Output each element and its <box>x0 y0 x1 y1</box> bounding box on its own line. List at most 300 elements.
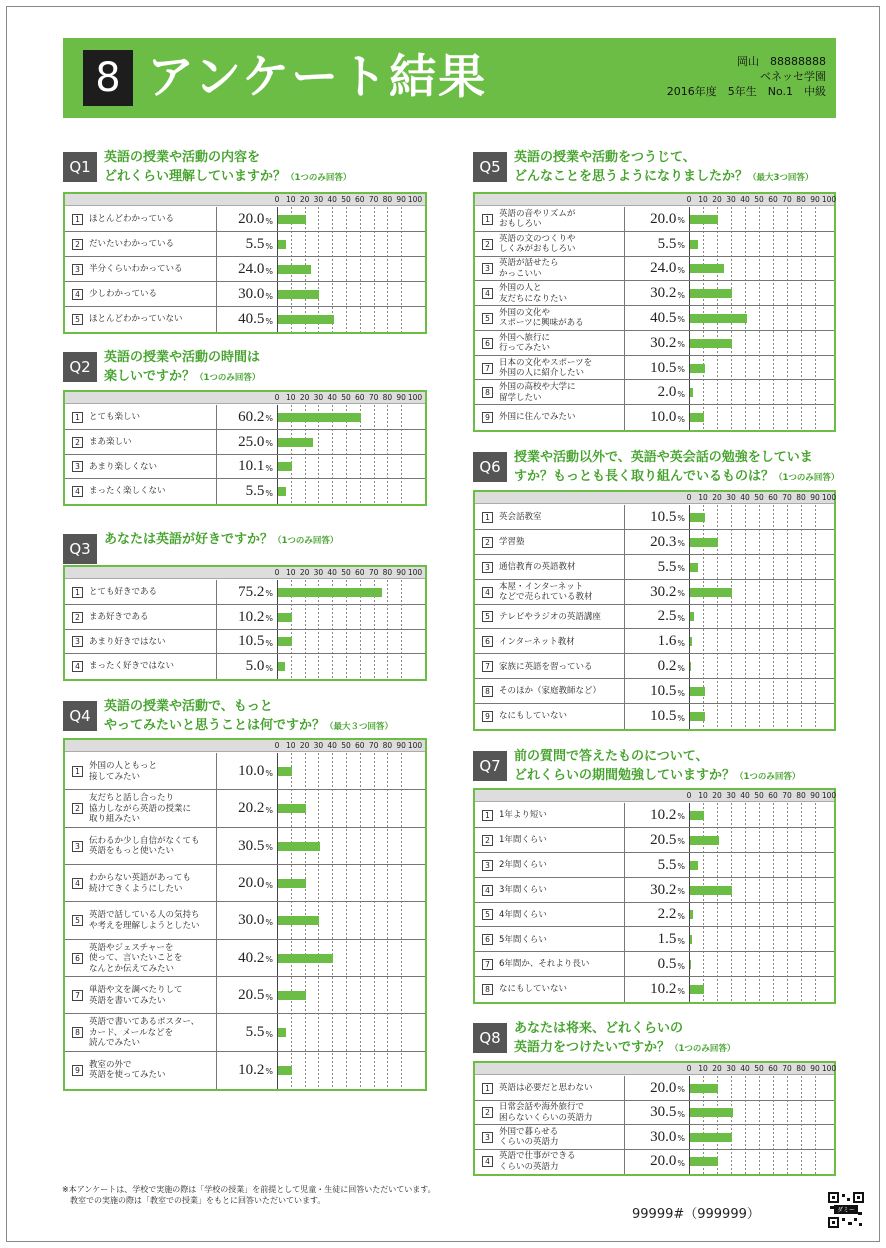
answer-value-unit: % <box>677 613 685 623</box>
axis-tick-label: 80 <box>796 195 806 204</box>
axis-tick-label: 60 <box>768 195 778 204</box>
axis-tick-label: 20 <box>712 195 722 204</box>
answer-value-unit: % <box>265 589 273 599</box>
axis-tick-label: 20 <box>299 393 310 402</box>
choice-number: 1 <box>72 214 83 225</box>
answer-value <box>625 878 685 903</box>
answer-value-unit: % <box>265 638 273 648</box>
answer-row <box>65 1052 425 1089</box>
answer-row <box>475 977 834 1002</box>
answer-label <box>65 257 217 282</box>
answer-row <box>65 828 425 865</box>
answer-value-number: 20.5 <box>238 987 265 1004</box>
bar <box>278 991 306 1000</box>
question-number: Q6 <box>473 452 507 482</box>
bar <box>278 588 382 597</box>
axis-tick-label: 70 <box>782 791 792 800</box>
bar <box>690 985 704 994</box>
answer-value <box>625 380 685 405</box>
choice-number: 8 <box>482 387 493 398</box>
axis-tick-label: 20 <box>712 791 722 800</box>
answer-value-unit: % <box>265 463 273 473</box>
answer-value-number: 20.0 <box>238 875 265 892</box>
answer-text: 外国の高校や大学に 留学したい <box>499 382 576 403</box>
answer-label <box>475 207 625 232</box>
school-code: 岡山 88888888 <box>737 55 826 68</box>
answer-value-unit: % <box>677 837 685 847</box>
choice-number: 3 <box>482 263 493 274</box>
answer-text: だいたいわかっている <box>89 239 175 250</box>
axis-tick-label: 40 <box>740 1064 750 1073</box>
answer-label <box>65 1052 217 1089</box>
answer-value <box>625 530 685 555</box>
choice-number: 6 <box>482 636 493 647</box>
answer-value-number: 2.2 <box>657 906 677 923</box>
answer-text: 半分くらいわかっている <box>89 264 183 275</box>
answer-row <box>475 306 834 331</box>
axis-tick-label: 0 <box>686 195 692 204</box>
choice-number: 4 <box>482 587 493 598</box>
answer-value-unit: % <box>265 1067 273 1077</box>
bar <box>690 413 704 422</box>
axis-tick-label: 0 <box>274 195 280 204</box>
answer-value <box>625 903 685 928</box>
answer-text: まったく好きではない <box>89 661 175 672</box>
bar <box>690 836 719 845</box>
choice-number: 8 <box>482 686 493 697</box>
answer-text: 5年間くらい <box>499 934 547 945</box>
answer-value-unit: % <box>265 266 273 276</box>
answer-value-unit: % <box>265 955 273 965</box>
axis-tick-label: 10 <box>286 195 296 204</box>
answer-label <box>475 232 625 257</box>
answer-row <box>475 580 834 605</box>
answer-value <box>625 927 685 952</box>
axis-tick-label: 50 <box>341 568 351 577</box>
answer-value <box>625 356 685 381</box>
answer-value <box>217 940 273 977</box>
choice-number: 1 <box>72 587 83 598</box>
answer-value-unit: % <box>265 843 273 853</box>
answer-value-unit: % <box>265 805 273 815</box>
answer-value-number: 5.5 <box>657 235 677 252</box>
bar <box>690 712 705 721</box>
answer-label <box>65 630 217 655</box>
answer-value-unit: % <box>265 414 273 424</box>
choice-number: 2 <box>482 537 493 548</box>
answer-value-unit: % <box>677 414 685 424</box>
axis-tick-label: 10 <box>698 195 708 204</box>
answer-text: ほとんどわかっていない <box>89 314 183 325</box>
answer-row <box>65 977 425 1014</box>
answer-label <box>475 356 625 381</box>
answer-value-number: 30.2 <box>650 583 677 600</box>
answer-value <box>625 555 685 580</box>
answer-value-number: 30.0 <box>650 1128 677 1145</box>
bar <box>278 413 361 422</box>
answer-value-number: 20.5 <box>650 831 677 848</box>
answer-label <box>65 455 217 480</box>
axis-tick-label: 70 <box>368 195 379 204</box>
answer-label <box>475 605 625 630</box>
axis-tick-label: 10 <box>286 568 296 577</box>
chart-axis-header <box>475 492 837 504</box>
answer-label <box>475 952 625 977</box>
answer-value-unit: % <box>677 564 685 574</box>
answer-value-number: 10.1 <box>238 458 265 475</box>
answer-value <box>625 405 685 430</box>
answer-label <box>65 405 217 430</box>
answer-value <box>217 1014 273 1051</box>
answer-value <box>625 331 685 356</box>
answer-row <box>475 1101 834 1126</box>
answer-value-unit: % <box>677 265 685 275</box>
answer-label <box>475 306 625 331</box>
bar <box>278 265 311 274</box>
bar <box>690 538 718 547</box>
answer-label <box>65 232 217 257</box>
answer-value-unit: % <box>265 316 273 326</box>
choice-number: 3 <box>482 562 493 573</box>
answer-value <box>625 207 685 232</box>
answer-value-number: 30.5 <box>650 1104 677 1121</box>
answer-row <box>65 232 425 257</box>
question-number: Q8 <box>473 1023 507 1053</box>
answer-text: まあ好きである <box>89 611 149 622</box>
answer-value-number: 5.5 <box>245 483 265 500</box>
answer-text: そのほか（家庭教師など） <box>499 686 602 697</box>
answer-value-unit: % <box>265 917 273 927</box>
bar <box>278 315 334 324</box>
axis-tick-label: 10 <box>698 493 708 502</box>
axis-tick-label: 70 <box>368 393 379 402</box>
bar <box>690 612 694 621</box>
bar <box>690 1084 718 1093</box>
answer-label <box>65 790 217 827</box>
answer-row <box>65 630 425 655</box>
answer-value-unit: % <box>265 291 273 301</box>
axis-tick-label: 30 <box>726 1064 736 1073</box>
answer-value <box>217 405 273 430</box>
answer-value-unit: % <box>677 539 685 549</box>
axis-tick-label: 20 <box>299 195 310 204</box>
choice-number: 4 <box>72 289 83 300</box>
choice-number: 2 <box>72 239 83 250</box>
answer-row <box>65 282 425 307</box>
answer-row <box>475 605 834 630</box>
answer-row <box>65 654 425 679</box>
choice-number: 3 <box>72 264 83 275</box>
axis-tick-label: 100 <box>821 195 837 204</box>
answer-text: 英語で書いてあるポスター、 カード、メールなどを 読んでみたい <box>89 1017 200 1049</box>
answer-value-unit: % <box>677 1109 685 1119</box>
answer-value-unit: % <box>265 663 273 673</box>
answer-label <box>475 679 625 704</box>
axis-tick-label: 10 <box>286 741 296 750</box>
answer-text: とても楽しい <box>89 412 141 423</box>
answer-text: インターネット教材 <box>499 636 575 647</box>
answer-value <box>625 952 685 977</box>
axis-tick-label: 60 <box>355 568 365 577</box>
bar <box>278 462 292 471</box>
bar <box>690 289 732 298</box>
answer-value <box>625 828 685 853</box>
answer-value-unit: % <box>677 688 685 698</box>
axis-tick-label: 80 <box>382 393 393 402</box>
bar <box>690 1108 733 1117</box>
answer-value <box>625 1150 685 1175</box>
answer-value-unit: % <box>677 1158 685 1168</box>
bar <box>278 1066 292 1075</box>
answer-value-number: 10.5 <box>238 633 265 650</box>
answer-label <box>475 331 625 356</box>
answer-value-number: 20.2 <box>238 800 265 817</box>
answer-row <box>65 207 425 232</box>
answer-value <box>625 629 685 654</box>
answer-text: なにもしていない <box>499 984 568 995</box>
answer-value-number: 5.5 <box>657 856 677 873</box>
choice-number: 1 <box>72 766 83 777</box>
question-number: Q2 <box>63 352 97 382</box>
answer-value-number: 40.2 <box>238 949 265 966</box>
answer-label <box>475 903 625 928</box>
answer-row <box>475 380 834 405</box>
answer-value-number: 24.0 <box>650 260 677 277</box>
answer-value-number: 20.0 <box>650 210 677 227</box>
answer-label <box>65 865 217 902</box>
answer-text: 英語やジェスチャーを 使って、言いたいことを なんとか伝えてみたい <box>89 942 183 974</box>
choice-number: 7 <box>72 990 83 1001</box>
answer-note: （1つのみ回答） <box>774 473 840 483</box>
footnote: ※本アンケートは、学校で実施の際は「学校の授業」を前提として児童・生徒に回答いただいています。 教室での実施の際は「教室での授業」をもとに回答いただいています。 <box>62 1185 436 1205</box>
school-info <box>667 54 826 99</box>
question-q2-chart <box>63 390 427 506</box>
axis-tick-label: 40 <box>327 393 337 402</box>
answer-note: （最大3つ回答） <box>748 173 814 183</box>
axis-tick-label: 90 <box>810 1064 820 1073</box>
answer-value <box>625 803 685 828</box>
choice-number: 5 <box>482 611 493 622</box>
answer-value-number: 20.3 <box>650 533 677 550</box>
answer-value <box>625 1125 685 1150</box>
answer-value-unit: % <box>677 290 685 300</box>
answer-row <box>475 704 834 729</box>
answer-row <box>65 307 425 332</box>
answer-row <box>475 1076 834 1101</box>
axis-tick-label: 10 <box>698 1064 708 1073</box>
answer-text: 単語や文を調べたりして 英語を書いてみたい <box>89 985 183 1006</box>
answer-row <box>65 940 425 977</box>
answer-value-number: 10.2 <box>650 806 677 823</box>
question-q8-chart <box>473 1061 836 1176</box>
survey-term: 2016年度 5年生 No.1 中級 <box>666 85 826 98</box>
bar <box>690 513 705 522</box>
answer-value-number: 40.5 <box>650 309 677 326</box>
choice-number: 8 <box>482 984 493 995</box>
answer-row <box>475 356 834 381</box>
answer-row <box>65 405 425 430</box>
answer-note: （1つのみ回答） <box>286 173 352 183</box>
axis-tick-label: 40 <box>327 741 337 750</box>
answer-label <box>65 605 217 630</box>
answer-label <box>65 207 217 232</box>
answer-value-unit: % <box>677 365 685 375</box>
answer-row <box>475 331 834 356</box>
choice-number: 3 <box>482 860 493 871</box>
axis-tick-label: 60 <box>355 195 365 204</box>
answer-value-number: 10.0 <box>238 763 265 780</box>
answer-text: 英語で話している人の気持ち や考えを理解しようとしたい <box>89 910 200 931</box>
axis-tick-label: 20 <box>299 568 310 577</box>
answer-value-unit: % <box>677 862 685 872</box>
axis-tick-label: 100 <box>407 741 423 750</box>
answer-label <box>475 380 625 405</box>
question-text: 英語の授業や活動で、もっと やってみたいと思うことは何ですか？（最大３つ回答） <box>104 699 394 733</box>
answer-row <box>475 952 834 977</box>
choice-number: 2 <box>482 835 493 846</box>
answer-label <box>65 828 217 865</box>
answer-label <box>475 704 625 729</box>
axis-tick-label: 30 <box>313 393 324 402</box>
axis-tick-label: 90 <box>396 741 406 750</box>
answer-note: （1つのみ回答） <box>195 373 261 383</box>
answer-value-unit: % <box>677 887 685 897</box>
choice-number: 6 <box>482 934 493 945</box>
answer-row <box>475 903 834 928</box>
answer-value-number: 0.2 <box>657 658 677 675</box>
answer-value <box>217 580 273 605</box>
answer-value-number: 40.5 <box>238 311 265 327</box>
answer-text: 英語の音やリズムが おもしろい <box>499 208 576 230</box>
document-code: 99999#（999999） <box>632 1207 760 1222</box>
answer-row <box>475 232 834 257</box>
answer-row <box>65 753 425 790</box>
answer-label <box>475 654 625 679</box>
axis-tick-label: 30 <box>726 493 736 502</box>
answer-text: とても好きである <box>89 587 158 598</box>
axis-tick-label: 0 <box>274 741 280 750</box>
answer-value <box>625 281 685 306</box>
answer-value-number: 10.2 <box>238 608 265 625</box>
chart-axis-header <box>475 790 837 802</box>
answer-label <box>475 853 625 878</box>
answer-label <box>65 1014 217 1051</box>
answer-value-number: 60.2 <box>238 408 265 425</box>
chart-axis-header <box>65 740 425 752</box>
answer-value-number: 5.5 <box>245 1024 265 1041</box>
answer-value-number: 10.5 <box>650 683 677 700</box>
choice-number: 7 <box>482 959 493 970</box>
answer-value-number: 10.5 <box>650 359 677 376</box>
answer-value <box>217 605 273 630</box>
answer-value <box>217 257 273 282</box>
question-q6-chart <box>473 490 836 731</box>
answer-text: 伝わるか少し自信がなくても 英語をもっと使いたい <box>89 835 200 857</box>
answer-value-unit: % <box>677 936 685 946</box>
axis-tick-label: 10 <box>698 791 708 800</box>
answer-value-number: 30.0 <box>238 912 265 929</box>
choice-number: 8 <box>72 1027 83 1038</box>
axis-tick-label: 40 <box>740 493 750 502</box>
answer-value-unit: % <box>265 241 273 251</box>
question-text: 授業や活動以外で、英語や英会話の勉強をしていま すか？もっとも長く取り組んでいるものは？（1つのみ回答） <box>514 450 840 484</box>
answer-value-unit: % <box>677 638 685 648</box>
answer-row <box>65 1014 425 1051</box>
choice-number: 3 <box>482 1132 493 1143</box>
answer-value <box>217 654 273 679</box>
choice-number: 3 <box>72 841 83 852</box>
answer-value <box>625 977 685 1002</box>
answer-label <box>475 530 625 555</box>
answer-value-number: 10.2 <box>238 1061 265 1078</box>
axis-tick-label: 50 <box>754 493 764 502</box>
answer-value <box>625 654 685 679</box>
axis-tick-label: 60 <box>355 741 365 750</box>
axis-tick-label: 90 <box>396 195 406 204</box>
answer-label <box>65 479 217 504</box>
bar <box>278 240 286 249</box>
axis-tick-label: 0 <box>686 493 692 502</box>
bar <box>690 861 698 870</box>
axis-tick-label: 30 <box>313 195 324 204</box>
chart-axis-header <box>65 392 425 404</box>
answer-value <box>625 257 685 282</box>
answer-label <box>475 629 625 654</box>
answer-label <box>475 405 625 430</box>
answer-text: あまり楽しくない <box>89 461 158 472</box>
axis-tick-label: 70 <box>368 741 379 750</box>
answer-value-number: 30.2 <box>650 334 677 351</box>
question-text: あなたは英語が好きですか？（1つのみ回答） <box>104 532 339 547</box>
answer-label <box>65 654 217 679</box>
choice-number: 5 <box>482 909 493 920</box>
question-q3-chart <box>63 565 427 681</box>
answer-row <box>65 580 425 605</box>
choice-number: 6 <box>482 338 493 349</box>
axis-tick-label: 60 <box>768 791 778 800</box>
answer-value <box>625 704 685 729</box>
answer-value <box>217 430 273 455</box>
bar <box>690 215 718 224</box>
answer-row <box>475 530 834 555</box>
answer-value <box>217 828 273 865</box>
axis-tick-label: 40 <box>740 791 750 800</box>
axis-tick-label: 50 <box>754 195 764 204</box>
question-number: Q5 <box>473 152 507 182</box>
answer-value-unit: % <box>677 663 685 673</box>
bar <box>278 215 306 224</box>
answer-row <box>475 1150 834 1175</box>
choice-number: 2 <box>72 803 83 814</box>
answer-value <box>625 306 685 331</box>
answer-label <box>475 281 625 306</box>
bar <box>690 588 732 597</box>
answer-text: 日本の文化やスポーツを 外国の人に紹介したい <box>499 357 593 379</box>
answer-value-unit: % <box>677 812 685 822</box>
answer-text: ほとんどわかっている <box>89 214 175 225</box>
answer-value-number: 25.0 <box>238 433 265 450</box>
section-number: 8 <box>83 50 133 106</box>
axis-tick-label: 80 <box>382 195 393 204</box>
answer-value-number: 24.0 <box>238 261 265 277</box>
answer-value-unit: % <box>265 1029 273 1039</box>
choice-number: 1 <box>482 810 493 821</box>
answer-label <box>65 940 217 977</box>
answer-row <box>65 790 425 827</box>
bar <box>690 388 693 397</box>
answer-label <box>475 580 625 605</box>
axis-tick-label: 30 <box>726 195 736 204</box>
